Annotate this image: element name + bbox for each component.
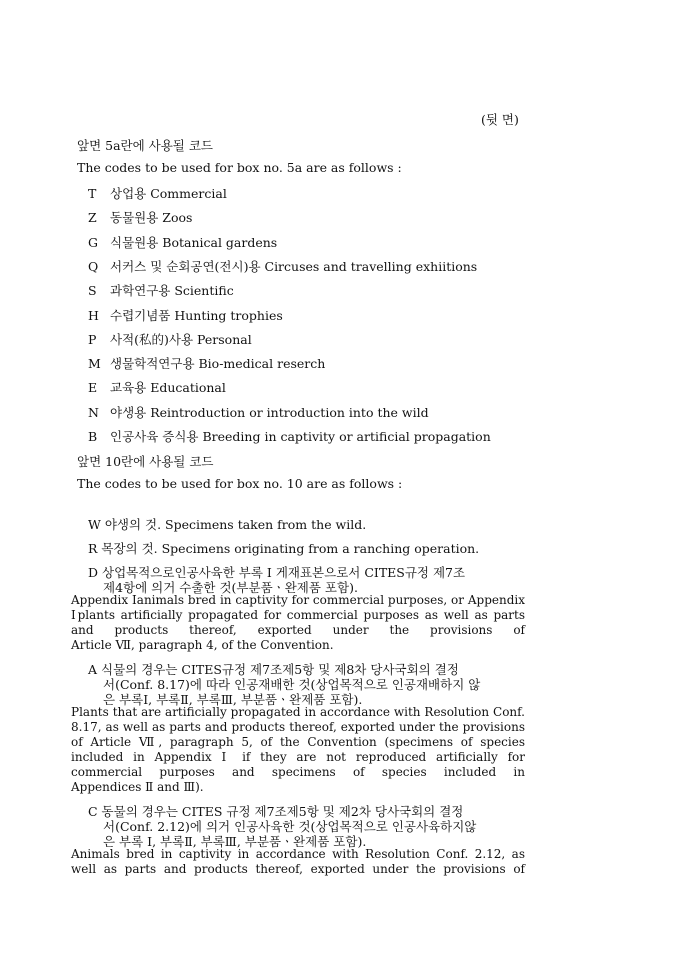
code-c-en (71, 847, 525, 877)
code-description: 상업용 Commercial (110, 186, 227, 201)
code-letter: H (88, 307, 99, 323)
code-d-en (71, 593, 525, 653)
code-item (88, 184, 227, 202)
code-letter: T (88, 186, 97, 201)
section1-heading-en: The codes to be used for box no. 5a are as follows : (77, 160, 402, 175)
code-c-ko-line3: 은 부록 Ⅰ, 부록Ⅱ, 부록Ⅲ, 부분품ㆍ완제품 포함). (103, 834, 367, 849)
code-letter: N (88, 404, 99, 420)
code-a-ko-line3: 은 부록Ⅰ, 부록Ⅱ, 부록Ⅲ, 부분품ㆍ완제품 포함). (103, 692, 363, 707)
code-item (88, 281, 234, 299)
code-description: 생물학적연구용 Bio-medical reserch (110, 356, 326, 372)
code-a-en-last: Appendices Ⅱ and Ⅲ). (71, 780, 204, 794)
code-item (88, 208, 192, 226)
code-c-ko-line2: 서(Conf. 2.12)에 의거 인공사육한 것(상업목적으로 인공사육하지않 (103, 819, 477, 834)
code-d-ko-line1: D 상업목적으로인공사육한 부록 Ⅰ 게재표본으로서 CITES규정 제7조 (88, 565, 466, 580)
code-letter: B (88, 429, 98, 444)
code-a-ko-line1: A 식물의 경우는 CITES규정 제7조제5항 및 제8차 당사국회의 결정 (88, 662, 459, 677)
page-label: (뒷 면) (481, 112, 519, 127)
code-letter: Z (88, 210, 97, 226)
section1-heading-ko: 앞면 5a란에 사용될 코드 (77, 138, 214, 153)
code-letter: M (88, 356, 101, 372)
code-w: W 야생의 것. Specimens taken from the wild. (88, 517, 367, 532)
code-description: 수렵기념품 Hunting trophies (110, 307, 283, 323)
code-a-en-body: Plants that are artificially propagated in accordance with Resolution Conf. 8.17, as well as parts and products thereof, exported under the provisions of Article Ⅶ, paragraph 5, of the Convention (specimens of species included in Appendix Ⅰ if they are not reproduced artificially for commercial purposes and specimens of species included in (71, 705, 525, 779)
code-r: R 목장의 것. Specimens originating from a ranching operation. (88, 541, 480, 556)
code-letter: E (88, 380, 98, 396)
code-description: 과학연구용 Scientific (110, 283, 234, 299)
code-d-en-last: Article Ⅶ, paragraph 4, of the Convention. (71, 638, 334, 652)
code-item (88, 378, 226, 396)
code-item (88, 354, 325, 372)
code-letter: P (88, 331, 97, 347)
code-item (88, 257, 477, 275)
code-c-ko-line1: C 동물의 경우는 CITES 규정 제7조제5항 및 제2차 당사국회의 결정 (88, 804, 464, 819)
code-c-en-body: Animals bred in captivity in accordance with Resolution Conf. 2.12, as well as parts and products thereof, exported under the provisions of (71, 847, 525, 876)
code-description: 사적(私的)사용 Personal (110, 331, 252, 347)
section2-heading-ko: 앞면 10란에 사용될 코드 (77, 454, 214, 469)
code-description: 인공사육 증식용 Breeding in captivity or artificial propagation (110, 429, 491, 444)
code-description: 동물원용 Zoos (110, 210, 193, 226)
code-item (88, 233, 277, 251)
code-d-ko-line2: 제4항에 의거 수출한 것(부분품ㆍ완제품 포함). (103, 580, 358, 595)
code-item (88, 330, 252, 348)
code-description: 식물원용 Botanical gardens (110, 234, 278, 250)
code-d-en-body: Appendix Ⅰanimals bred in captivity for commercial purposes, or Appendix Ⅰplants artificially propagated for commercial purposes as well as parts and products thereof, exported under the provisions of (71, 593, 525, 637)
code-description: 야생용 Reintroduction or introduction into the wild (110, 404, 429, 420)
code-item (88, 403, 429, 421)
code-letter: Q (88, 258, 99, 274)
code-a-en (71, 705, 525, 795)
code-item (88, 427, 491, 445)
code-a-ko-line2: 서(Conf. 8.17)에 따라 인공재배한 것(상업목적으로 인공재배하지 않 (103, 677, 481, 692)
code-description: 교육용 Educational (110, 380, 226, 396)
section2-heading-en: The codes to be used for box no. 10 are as follows : (77, 476, 403, 491)
code-letter: S (88, 283, 97, 299)
code-description: 서커스 및 순회공연(전시)용 Circuses and travelling exhiitions (110, 258, 478, 274)
code-item (88, 306, 283, 324)
code-letter: G (88, 234, 98, 250)
